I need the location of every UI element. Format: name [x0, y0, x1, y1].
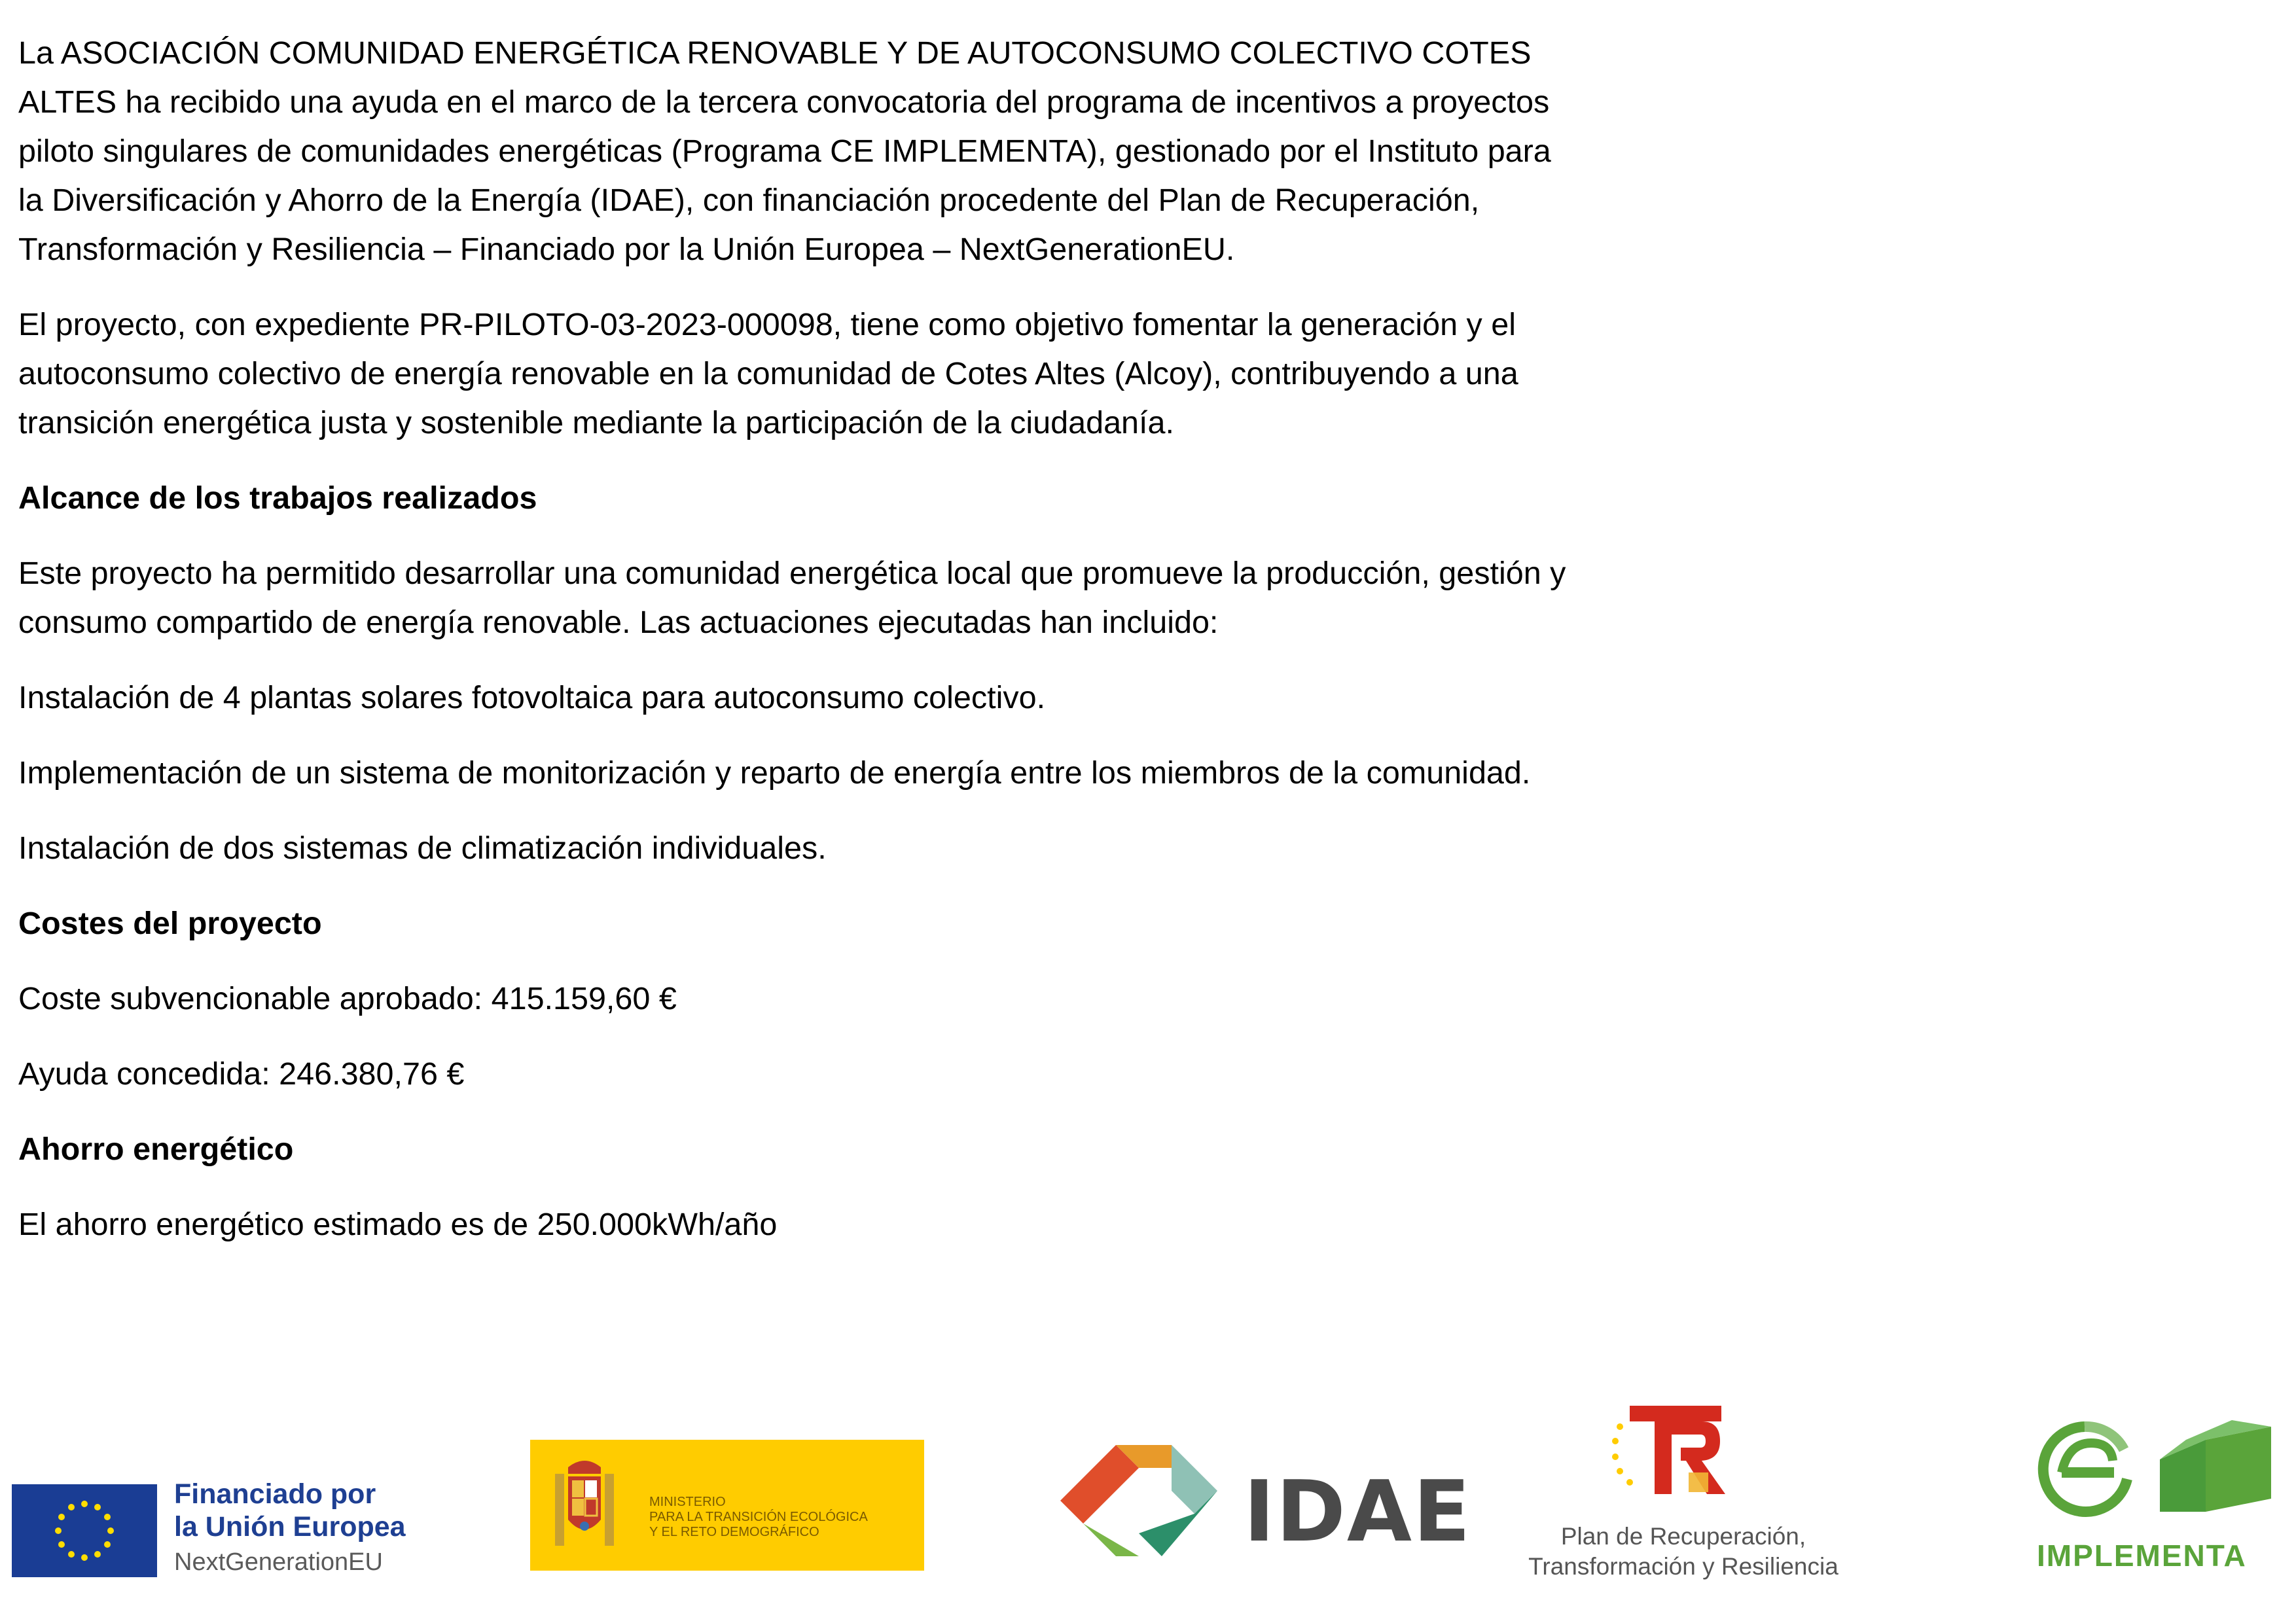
intro-paragraph: La ASOCIACIÓN COMUNIDAD ENERGÉTICA RENOVABLE Y DE AUTOCONSUMO COLECTIVO COTES ALTES ha recibido una ayuda en el marco de la tercera convocatoria del programa de incentivos a proyectos piloto singulares de comunidades energéticas (Programa CE IMPLEMENTA), gestionado por el Instituto para la Diversificación y Ahorro de la Energía (IDAE), con financiación procedente del Plan de Recuperación, Transformación y Resiliencia – Financiado por la Unión Europea – NextGenerationEU.: [18, 35, 1551, 267]
eu-line-3: NextGenerationEU: [174, 1548, 383, 1576]
implementa-mark-icon: [2036, 1414, 2284, 1531]
action-item-3: Instalación de dos sistemas de climatización individuales.: [18, 830, 827, 866]
ministry-logo: [530, 1440, 924, 1571]
idae-mark-icon: [1047, 1432, 1230, 1569]
prtr-line-2: Transformación y Resiliencia: [1528, 1553, 1839, 1580]
savings-text: El ahorro energético estimado es de 250.000kWh/año: [18, 1207, 778, 1242]
ministry-line-2: PARA LA TRANSICIÓN ECOLÓGICA: [649, 1510, 868, 1524]
ministry-text: [649, 1495, 868, 1540]
implementa-logo: [2029, 1414, 2291, 1577]
eu-line-2: la Unión Europea: [174, 1511, 406, 1543]
savings-heading: Ahorro energético: [18, 1132, 294, 1167]
idae-logo: [1047, 1432, 1472, 1569]
action-item-1: Instalación de 4 plantas solares fotovoltaica para autoconsumo colectivo.: [18, 680, 1046, 715]
implementa-wordmark: IMPLEMENTA: [2037, 1539, 2247, 1573]
spain-coat-of-arms-icon: [548, 1454, 620, 1559]
document-body: [18, 29, 1576, 1249]
tr-emblem-icon: [1604, 1400, 1748, 1499]
action-item-2: Implementación de un sistema de monitorización y reparto de energía entre los miembros de la comunidad.: [18, 755, 1531, 791]
eu-funding-text: [174, 1478, 406, 1578]
scope-intro-paragraph: Este proyecto ha permitido desarrollar una comunidad energética local que promueve la producción, gestión y consumo compartido de energía renovable. Las actuaciones ejecutadas han incluido:: [18, 556, 1566, 640]
recovery-plan-text: [1500, 1522, 1867, 1582]
eu-funding-logo: [12, 1478, 437, 1582]
eligible-cost: Coste subvencionable aprobado: 415.159,60 €: [18, 981, 677, 1016]
ministry-line-1: MINISTERIO: [649, 1495, 726, 1509]
aid-granted: Ayuda concedida: 246.380,76 €: [18, 1056, 465, 1092]
project-paragraph: El proyecto, con expediente PR-PILOTO-03-2023-000098, tiene como objetivo fomentar la generación y el autoconsumo colectivo de energía renovable en la comunidad de Cotes Altes (Alcoy), contribuyendo a una transición energética justa y sostenible mediante la participación de la ciudadanía.: [18, 307, 1518, 440]
logo-footer: [0, 1400, 2296, 1610]
scope-heading: Alcance de los trabajos realizados: [18, 480, 537, 516]
ministry-line-3: Y EL RETO DEMOGRÁFICO: [649, 1525, 819, 1539]
idae-wordmark: IDAE: [1244, 1463, 1472, 1561]
eu-line-1: Financiado por: [174, 1478, 376, 1510]
prtr-line-1: Plan de Recuperación,: [1560, 1523, 1806, 1550]
costs-heading: Costes del proyecto: [18, 906, 322, 941]
recovery-plan-logo: [1492, 1400, 1872, 1597]
eu-flag-icon: [12, 1484, 157, 1577]
